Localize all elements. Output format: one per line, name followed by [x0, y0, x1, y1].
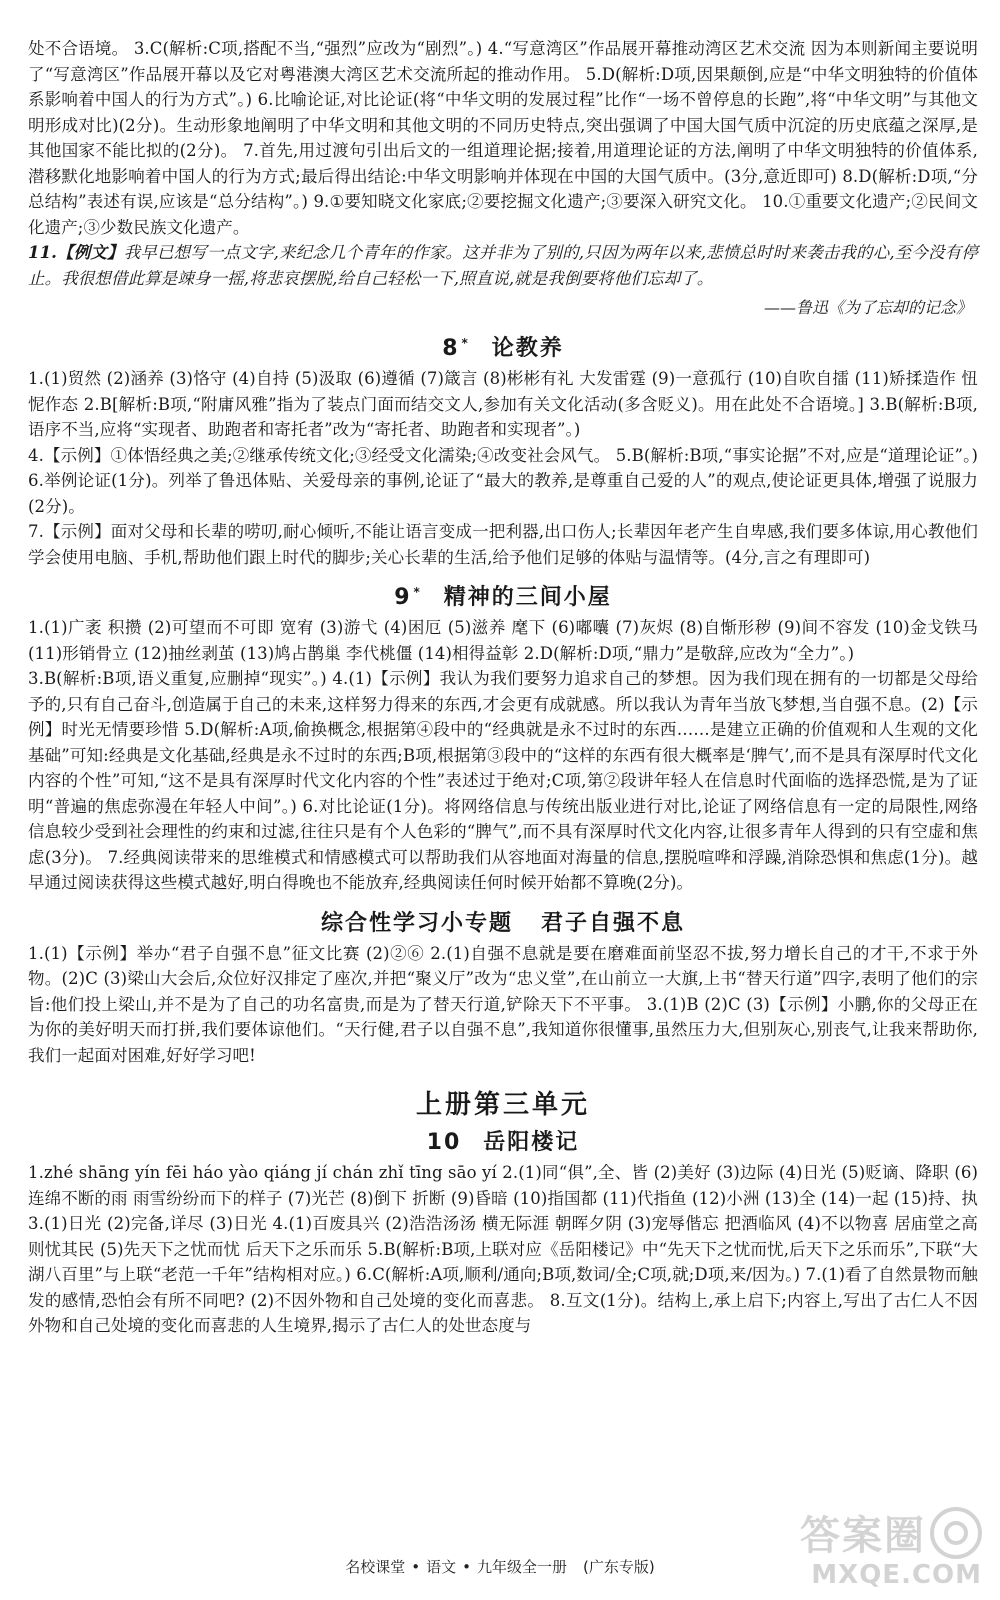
section-title-a: 综合性学习小专题 [320, 910, 513, 936]
example-essay-11 [28, 240, 978, 291]
section-number: 8 [442, 336, 460, 361]
footer-subject: 语文 [426, 1558, 457, 1576]
example-label: 11.【例文】 [28, 243, 124, 262]
answer-paragraph: 7.【示例】面对父母和长辈的唠叨,耐心倾听,不能让语言变成一把利器,出口伤人;长辈因年老产生自卑感,我们要多体谅,用心教他们学会使用电脑、手机,帮助他们跟上时代的脚步;关心长辈的生活,给予他们足够的体贴与温情等。(4分,言之有理即可) [28, 522, 978, 567]
answer-paragraph: 1.(1)【示例】举办“君子自强不息”征文比赛 (2)②⑥ 2.(1)自强不息就是要在磨难面前坚忍不拔,努力增长自己的才干,不求于外物。(2)C (3)梁山大会后,众位好汉排定了座次,并把“聚义厅”改为“忠义堂”,在山前立一大旗,上书“替天行道”四字,表明了他们的宗旨:他们投上梁山,并不是为了自己的功名富贵,而是为了替天行道,铲除天下不平事。 3.(1)B (2)C (3)【示例】小鹏,你的父母正在为你的美好明天而打拼,我们要体谅他们。“天行健,君子以自强不息”,我知道你很懂事,虽然压力大,但别灰心,别丧气,让我来帮助你,我们一起面对困难,好好学习吧! [28, 943, 978, 1065]
answers-unit-2-end: 处不合语境。 3.C(解析:C项,搭配不当,“强烈”应改为“剧烈”。) 4.“写意湾区”作品展开幕推动湾区艺术交流 因为本则新闻主要说明了“写意湾区”作品展开幕以及它对粤港澳大湾区艺术交流所起的推动作用。 5.D(解析:D项,因果颠倒,应是“中华文明独特的价值体系影响着中国人的行为方式”。) 6.比喻论证,对比论证(将“中华文明的发展过程”比作“一场不曾停息的长跑”,将“中华文明”与其他文明形成对比)(2分)。生动形象地阐明了中华文明和其他文明的不同历史特点,突出强调了中国大国气质中沉淀的历史底蕴之深厚,是其他国家不能比拟的(2分)。 7.首先,用过渡句引出后文的一组道理论据;接着,用道理论证的方法,阐明了中华文明独特的价值体系,潜移默化地影响着中国人的行为方式;最后得出结论:中华文明影响并体现在中国的大国气质中。(3分,意近即可) 8.D(解析:D项,“分总结构”表述有误,应该是“总分结构”。) 9.①要知晓文化家底;②要挖掘文化遗产;③要深入研究文化。 10.①重要文化遗产;②民间文化遗产;③少数民族文化遗产。 [28, 39, 978, 237]
answer-paragraph: 3.B(解析:B项,语义重复,应删掉“现实”。) 4.(1)【示例】我认为我们要努力追求自己的梦想。因为我们现在拥有的一切都是父母给予的,只有自己奋斗,创造属于自己的未来,这样努力得来的东西,才会更有成就感。所以我认为青年当放飞梦想,当自强不息。(2)【示例】时光无情要珍惜 5.D(解析:A项,偷换概念,根据第④段中的“经典就是永不过时的东西……是建立正确的价值观和人生观的文化基础”可知:经典是文化基础,经典是永不过时的东西;B项,根据第③段中的“这样的东西有很大概率是‘脾气’,而不是具有深厚时代文化内容的个性”可知,“这不是具有深厚时代文化内容的个性”表述过于绝对;C项,第②段讲年轻人在信息时代面临的选择恐慌,是为了证明“普遍的焦虑弥漫在年轻人中间”。) 6.对比论证(1分)。将网络信息与传统出版业进行对比,论证了网络信息有一定的局限性,网络信息较少受到社会理性的约束和过滤,往往只是有个人色彩的“脾气”,而不具有深厚时代文化内容,让很多青年人得到的只有空虚和焦虑(3分)。 7.经典阅读带来的思维模式和情感模式可以帮助我们从容地面对海量的信息,摆脱喧哗和浮躁,消除恐惧和焦虑(1分)。越早通过阅读获得这些模式越好,明白得晚也不能放弃,经典阅读任何时候开始都不算晚(2分)。 [28, 669, 978, 892]
section-title: 论教养 [491, 336, 564, 361]
answer-paragraph: 1.zhé shāng yín fēi háo yào qiáng jí chán zhǐ tīng sāo yí 2.(1)同“俱”,全、皆 (2)美好 (3)边际 (4)日光 (5)贬谪、降职 (6)连绵不断的雨 雨雪纷纷而下的样子 (7)光芒 (8)倒下 折断 (9)昏暗 (10)指国都 (11)代指鱼 (12)小洲 (13)全 (14)一起 (15)持、执 3.(1)日光 (2)完备,详尽 (3)日光 4.(1)百废具兴 (2)浩浩汤汤 横无际涯 朝晖夕阴 (3)宠辱偕忘 把酒临风 (4)不以物喜 居庙堂之高则忧其民 (5)先天下之忧而忧 后天下之乐而乐 5.B(解析:B项,上联对应《岳阳楼记》中“先天下之忧而忧,后天下之乐而乐”,下联“大湖八百里”与上联“老范一千年”结构相对应。) 6.C(解析:A项,顺利/通向;B项,数词/全;C项,就;D项,来/因为。) 7.(1)看了自然景物而触发的感情,恐怕会有所不同吧? (2)不因外物和自己处境的变化而喜悲。 8.互文(1分)。结构上,承上启下;内容上,写出了古仁人不因外物和自己处境的变化而喜悲的人生境界,揭示了古仁人的处世态度与 [28, 1163, 979, 1335]
example-text: 我早已想写一点文字,来纪念几个青年的作家。这并非为了别的,只因为两年以来,悲愤总时时来袭击我的心,至今没有停止。我很想借此算是竦身一摇,将悲哀摆脱,给自己轻松一下,照直说,就是我倒要将他们忘却了。 [28, 243, 978, 288]
footer-edition: (广东专版) [583, 1558, 655, 1576]
section-title-b: 君子自强不息 [541, 910, 686, 936]
answer-paragraph: 1.(1)贸然 (2)涵养 (3)恪守 (4)自持 (5)汲取 (6)遵循 (7)箴言 (8)彬彬有礼 大发雷霆 (9)一意孤行 (10)自吹自擂 (11)矫揉造作 忸怩作态 2.B[解析:B项,“附庸风雅”指为了装点门面而结交文人,参加有关文化活动(多含贬义)。用在此处不合语境。] 3.B(解析:B项,语序不当,应将“实现者、助跑者和寄托者”改为“寄托者、助跑者和实现者”。) [28, 369, 978, 439]
section-title-8 [28, 331, 978, 362]
section-title-comprehensive [28, 906, 978, 937]
watermark-logo-icon [930, 1507, 982, 1559]
watermark-text: 答案圈 [800, 1513, 926, 1559]
watermark-url: MXQE.COM [811, 1560, 982, 1590]
section-title-9 [28, 580, 978, 611]
section-title: 精神的三间小屋 [443, 585, 612, 610]
star-mark: * [461, 335, 470, 350]
footer-brand: 名校课堂 [345, 1558, 406, 1576]
example-signature: ——鲁迅《为了忘却的记念》 [763, 298, 972, 317]
section-title: 岳阳楼记 [483, 1130, 580, 1155]
section-number: 9 [394, 585, 412, 610]
section-number: 10 [426, 1130, 462, 1155]
answer-paragraph: 1.(1)广袤 积攒 (2)可望而不可即 宽宥 (3)游弋 (4)困厄 (5)滋养 麾下 (6)嘟囔 (7)灰烬 (8)自惭形秽 (9)间不容发 (10)金戈铁马 (11)形销骨立 (12)抽丝剥茧 (13)鸠占鹊巢 李代桃僵 (14)相得益彰 2.D(解析:D项,“鼎力”是敬辞,应改为“全力”。) [28, 618, 978, 663]
footer-grade: 九年级全一册 [477, 1558, 568, 1576]
answer-paragraph: 4.【示例】①体悟经典之美;②继承传统文化;③经受文化濡染;④改变社会风气。 5.B(解析:B项,“事实论据”不对,应是“道理论证”。) 6.举例论证(1分)。列举了鲁迅体贴、关爱母亲的事例,论证了“最大的教养,是尊重自己爱的人”的观点,使论证更具体,增强了说服力(2分)。 [28, 445, 978, 516]
section-title-10 [28, 1125, 978, 1156]
watermark [800, 1504, 990, 1594]
footer-separator: • [462, 1558, 471, 1576]
unit-title: 上册第三单元 [415, 1090, 590, 1120]
star-mark: * [413, 584, 422, 599]
answer-page [28, 36, 978, 1339]
footer-separator: • [411, 1558, 421, 1576]
